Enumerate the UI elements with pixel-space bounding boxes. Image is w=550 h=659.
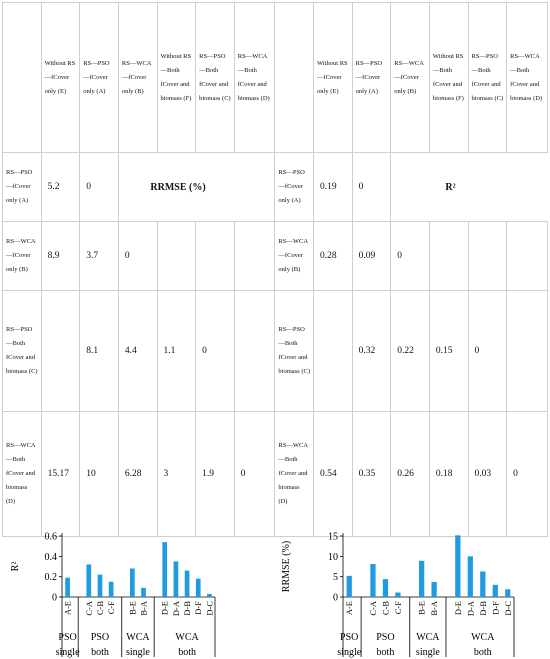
group-label-top: WCA [126, 632, 150, 643]
row-label: RS—PSO—fCover only (A) [275, 153, 314, 222]
group-label-bottom: single [55, 647, 80, 658]
group-label-bottom: both [91, 647, 109, 658]
r2-cell: 0 [507, 412, 548, 537]
bar [383, 579, 388, 597]
rrmse-cell: 0 [196, 291, 235, 412]
col-header: Without RS—Both fCover and biomass (F) [429, 3, 468, 153]
bar [347, 576, 352, 597]
header-row [3, 3, 548, 153]
r2-label: R² [445, 181, 456, 193]
comparison-table [2, 2, 548, 537]
category-label: D-A [465, 601, 476, 617]
table-row [3, 412, 548, 537]
bar [419, 561, 424, 597]
bar [86, 564, 91, 597]
bar [395, 593, 400, 597]
rrmse-cell: 1.1 [157, 291, 196, 412]
bar [370, 564, 375, 597]
group-label-top: PSO [340, 632, 359, 643]
bar [207, 594, 212, 597]
rrmse-cell: 4.4 [118, 291, 157, 412]
group-label-bottom: single [337, 647, 362, 658]
y-tick-label: 15 [328, 531, 338, 543]
col-header: RS—WCA—fCover only (B) [391, 3, 430, 153]
rrmse-bar-chart [275, 528, 550, 659]
r2-cell: 0.28 [314, 222, 353, 291]
bar [130, 569, 135, 597]
r2-bar-chart [0, 528, 275, 659]
rrmse-cell: 0 [80, 153, 119, 222]
rrmse-label: RRMSE (%) [150, 181, 206, 193]
category-label: B-A [138, 601, 149, 616]
r2-cell [468, 222, 507, 291]
group-label-bottom: both [178, 647, 196, 658]
category-label: C-B [380, 601, 391, 616]
corner-cell-left [3, 3, 42, 153]
rrmse-cell: 6.28 [118, 412, 157, 537]
r2-cell: 0.19 [314, 153, 353, 222]
col-header: RS—WCA—fCover only (B) [118, 3, 157, 153]
r2-cell: 0.32 [352, 291, 391, 412]
r2-cell [507, 222, 548, 291]
group-label-top: WCA [471, 632, 495, 643]
r2-cell: 0.22 [391, 291, 430, 412]
col-header: RS—PSO—Both fCover and biomass (C) [468, 3, 507, 153]
row-label: RS—PSO—fCover only (A) [3, 153, 42, 222]
bar [98, 575, 103, 597]
rrmse-cell: 8.1 [80, 291, 119, 412]
y-tick-label: 0.4 [44, 551, 57, 563]
rrmse-cell: 8.9 [41, 222, 80, 291]
col-header: Without RS—Both fCover and biomass (F) [157, 3, 196, 153]
group-label-top: PSO [90, 632, 110, 643]
col-header: RS—PSO—fCover only (A) [352, 3, 391, 153]
category-label: D-C [502, 601, 513, 616]
category-label: D-F [193, 601, 204, 615]
category-label: D-E [452, 601, 463, 616]
r2-cell: 0.54 [314, 412, 353, 537]
rrmse-cell: 3 [157, 412, 196, 537]
rrmse-cell [196, 222, 235, 291]
col-header: RS—PSO—fCover only (A) [80, 3, 119, 153]
r2-cell: 0.18 [429, 412, 468, 537]
category-label: D-F [490, 601, 501, 615]
row-label: RS—PSO—Both fCover and biomass (C) [275, 291, 314, 412]
group-label-bottom: both [473, 647, 492, 658]
category-label: B-E [127, 601, 138, 615]
table-row [3, 291, 548, 412]
bar [162, 542, 167, 597]
bar [431, 582, 436, 597]
col-header: RS—WCA—Both fCover and biomass (D) [507, 3, 548, 153]
rrmse-cell [234, 222, 275, 291]
y-tick-label: 0.2 [44, 572, 57, 584]
category-label: B-E [416, 601, 427, 615]
row-label: RS—WCA—fCover only (B) [3, 222, 42, 291]
rrmse-cell: 5.2 [41, 153, 80, 222]
y-tick-label: 5 [333, 572, 338, 584]
bar [174, 561, 179, 597]
category-label: D-C [204, 601, 215, 616]
group-label-bottom: both [376, 647, 395, 658]
r2-cell: 0 [352, 153, 391, 222]
bar [468, 556, 473, 597]
r2-cell: 0.15 [429, 291, 468, 412]
col-header: Without RS—fCover only (E) [41, 3, 80, 153]
category-label: A-E [62, 601, 73, 616]
group-label-top: PSO [376, 632, 395, 643]
y-tick-label: 0 [52, 592, 57, 604]
group-label-top: WCA [175, 632, 199, 643]
category-label: A-E [344, 601, 355, 616]
y-axis-label: R² [10, 561, 21, 572]
rrmse-cell: 10 [80, 412, 119, 537]
y-axis-label: RRMSE (%) [281, 540, 292, 593]
rrmse-cell [157, 222, 196, 291]
table-row [3, 153, 548, 222]
bar [141, 588, 146, 597]
category-label: B-A [429, 601, 440, 616]
category-label: D-E [159, 601, 170, 616]
category-label: C-A [367, 601, 378, 616]
r2-cell: 0.26 [391, 412, 430, 537]
rrmse-cell: 1.9 [196, 412, 235, 537]
table-row [3, 222, 548, 291]
y-tick-label: 0 [333, 592, 338, 604]
rrmse-cell [41, 291, 80, 412]
y-tick-label: 10 [328, 551, 338, 563]
rrmse-cell: 0 [234, 412, 275, 537]
rrmse-cell: 3.7 [80, 222, 119, 291]
group-label-bottom: single [125, 647, 150, 658]
col-header: Without RS—fCover only (E) [314, 3, 353, 153]
r2-cell: 0.03 [468, 412, 507, 537]
category-label: C-B [94, 601, 105, 616]
r2-cell: 0 [391, 222, 430, 291]
rrmse-cell [234, 291, 275, 412]
rrmse-cell: 15.17 [41, 412, 80, 537]
row-label: RS—WCA—Both fCover and biomass (D) [3, 412, 42, 537]
row-label: RS—WCA—fCover only (B) [275, 222, 314, 291]
r2-cell [507, 291, 548, 412]
row-label: RS—PSO—Both fCover and biomass (C) [3, 291, 42, 412]
rrmse-cell: 0 [118, 222, 157, 291]
y-tick-label: 0.6 [44, 531, 57, 543]
category-label: C-A [83, 601, 94, 616]
category-label: D-B [477, 601, 488, 616]
r2-cell [429, 222, 468, 291]
bar [185, 571, 190, 597]
bar [196, 579, 201, 597]
r2-cell: 0.09 [352, 222, 391, 291]
col-header: RS—PSO—Both fCover and biomass (C) [196, 3, 235, 153]
group-label-top: WCA [416, 632, 440, 643]
r2-cell: 0 [468, 291, 507, 412]
bar [65, 578, 70, 597]
bar [480, 571, 485, 597]
bar [493, 585, 498, 597]
bar [455, 535, 460, 597]
r2-cell: 0.35 [352, 412, 391, 537]
bar [505, 589, 510, 597]
category-label: C-F [106, 601, 117, 615]
row-label: RS—WCA—Both fCover and biomass (D) [275, 412, 314, 537]
category-label: D-A [170, 601, 181, 617]
col-header: RS—WCA—Both fCover and biomass (D) [234, 3, 275, 153]
bar [109, 582, 114, 597]
r2-cell [314, 291, 353, 412]
category-label: C-F [392, 601, 403, 615]
group-label-bottom: single [415, 647, 440, 658]
blank-cell [507, 153, 548, 222]
category-label: D-B [182, 601, 193, 616]
blank-cell [234, 153, 275, 222]
corner-cell-right [275, 3, 314, 153]
group-label-top: PSO [58, 632, 77, 643]
